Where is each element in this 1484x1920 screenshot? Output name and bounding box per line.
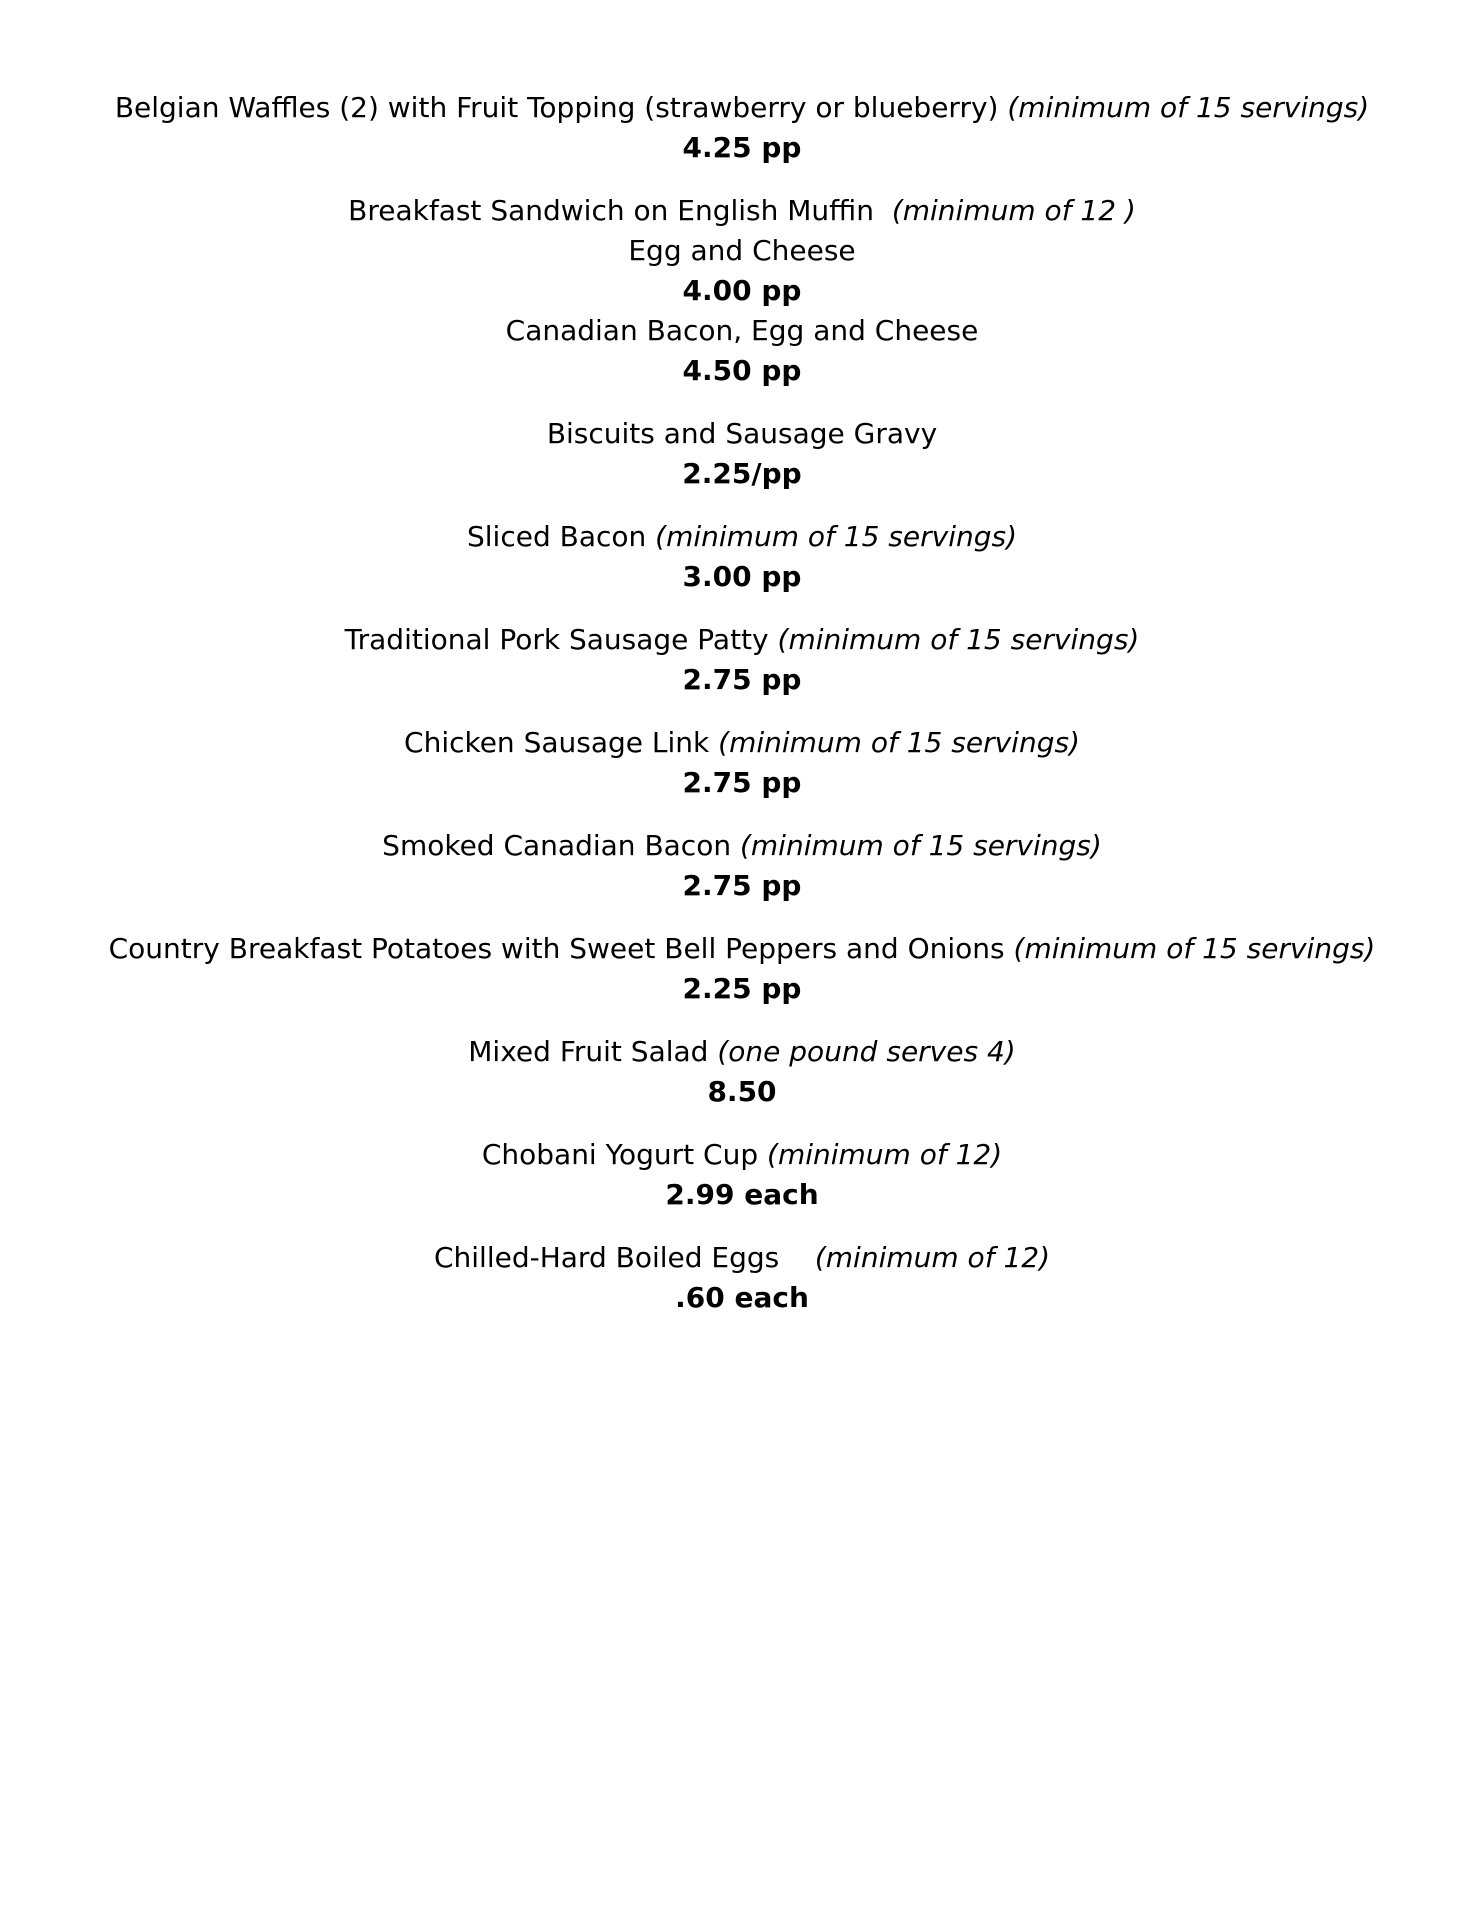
item-price: 2.75 pp — [682, 663, 802, 696]
menu-item-mixed-fruit-salad — [0, 1032, 1484, 1112]
item-title — [0, 517, 1484, 557]
option-price: 4.50 pp — [682, 354, 802, 387]
menu-item-pork-sausage-patty — [0, 620, 1484, 700]
item-note: (minimum of 15 servings) — [777, 623, 1140, 656]
menu-item-country-potatoes — [0, 929, 1484, 1009]
item-note: (minimum of 15 servings) — [1013, 932, 1376, 965]
option-name: Canadian Bacon, Egg and Cheese — [505, 314, 979, 347]
item-name: Smoked Canadian Bacon — [382, 829, 732, 862]
item-price: .60 each — [675, 1281, 809, 1314]
item-note: (minimum of 15 servings) — [718, 726, 1080, 759]
item-title — [0, 1238, 1484, 1278]
menu-item-biscuits-gravy — [0, 414, 1484, 494]
item-name: Mixed Fruit Salad — [468, 1035, 709, 1068]
item-name: Belgian Waffles (2) with Fruit Topping (strawberry or blueberry) — [114, 91, 999, 124]
item-title — [0, 826, 1484, 866]
item-name: Country Breakfast Potatoes with Sweet Bell Peppers and Onions — [108, 932, 1005, 965]
item-price: 2.75 pp — [682, 766, 802, 799]
item-name: Chicken Sausage Link — [404, 726, 710, 759]
option-name: Egg and Cheese — [628, 234, 856, 267]
item-note: (minimum of 15 servings) — [739, 829, 1102, 862]
item-title — [0, 1135, 1484, 1175]
item-price: 2.75 pp — [682, 869, 802, 902]
item-title — [0, 88, 1484, 128]
item-title — [0, 1032, 1484, 1072]
item-note: (minimum of 12 ) — [891, 194, 1136, 227]
item-title — [0, 929, 1484, 969]
menu-item-breakfast-sandwich — [0, 191, 1484, 391]
item-name: Breakfast Sandwich on English Muffin — [348, 194, 874, 227]
item-price: 2.99 each — [665, 1178, 819, 1211]
item-name: Chilled-Hard Boiled Eggs — [433, 1241, 780, 1274]
breakfast-menu-list — [0, 88, 1484, 1341]
option-price: 4.00 pp — [682, 274, 802, 307]
item-price: 2.25/pp — [682, 457, 802, 490]
item-price: 8.50 — [707, 1075, 777, 1108]
item-title — [0, 191, 1484, 231]
item-note: (minimum of 12) — [814, 1241, 1051, 1274]
item-name: Traditional Pork Sausage Patty — [344, 623, 769, 656]
item-note: (minimum of 15 servings) — [1007, 91, 1370, 124]
item-note: (minimum of 12) — [767, 1138, 1003, 1171]
item-price: 2.25 pp — [682, 972, 802, 1005]
item-note: (one pound serves 4) — [717, 1035, 1016, 1068]
item-price: 4.25 pp — [682, 131, 802, 164]
menu-item-chobani-yogurt — [0, 1135, 1484, 1215]
menu-item-smoked-canadian-bacon — [0, 826, 1484, 906]
menu-item-belgian-waffles — [0, 88, 1484, 168]
item-note: (minimum of 15 servings) — [655, 520, 1017, 553]
menu-item-sliced-bacon — [0, 517, 1484, 597]
item-title — [0, 620, 1484, 660]
item-name: Biscuits and Sausage Gravy — [546, 417, 938, 450]
item-name: Sliced Bacon — [467, 520, 647, 553]
item-name: Chobani Yogurt Cup — [481, 1138, 759, 1171]
menu-item-hard-boiled-eggs — [0, 1238, 1484, 1318]
menu-item-chicken-sausage-link — [0, 723, 1484, 803]
item-price: 3.00 pp — [682, 560, 802, 593]
item-title — [0, 723, 1484, 763]
